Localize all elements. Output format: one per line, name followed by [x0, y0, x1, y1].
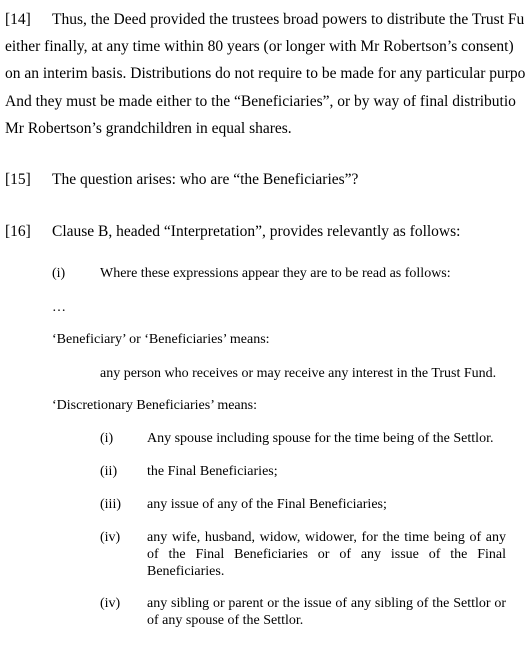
para-14-line-5: Mr Robertson’s grandchildren in equal shares. [5, 120, 292, 137]
para-14-number: [14] [5, 11, 31, 28]
sub-item-number: (ii) [100, 464, 118, 479]
para-15-number: [15] [5, 171, 31, 188]
sub-item-number: (iv) [100, 530, 121, 545]
para-14-line-4: And they must be made either to the “Beneficiaries”, or by way of final distributio [5, 93, 516, 110]
sub-item-text: any wife, husband, widow, widower, for the time being of any of the Final Beneficiaries or of any issue of the Final Beneficiaries. [147, 530, 506, 579]
sub-item-text: Any spouse including spouse for the time being of the Settlor. [147, 431, 494, 446]
quote-ellipsis: … [52, 300, 66, 315]
para-14-line-2: either finally, at any time within 80 years (or longer with Mr Robertson’s consent) [5, 38, 514, 55]
quote-item-i-number: (i) [52, 266, 66, 281]
discretionary-heading: ‘Discretionary Beneficiaries’ means: [52, 398, 257, 413]
sub-item-number: (i) [100, 431, 114, 446]
sub-item-text: the Final Beneficiaries; [147, 464, 278, 479]
sub-item-number: (iii) [100, 497, 121, 512]
para-16-number: [16] [5, 223, 31, 240]
beneficiary-heading: ‘Beneficiary’ or ‘Beneficiaries’ means: [52, 332, 270, 347]
para-16-text: Clause B, headed “Interpretation”, provides relevantly as follows: [52, 223, 461, 240]
quote-item-i-text: Where these expressions appear they are to be read as follows: [100, 266, 451, 281]
para-14-line-3: on an interim basis. Distributions do not require to be made for any particular purpo [5, 65, 526, 82]
sub-item-text: any issue of any of the Final Beneficiaries; [147, 497, 387, 512]
beneficiary-definition: any person who receives or may receive any interest in the Trust Fund. [100, 366, 497, 381]
para-15-text: The question arises: who are “the Beneficiaries”? [52, 171, 359, 188]
sub-item-number: (iv) [100, 596, 121, 611]
para-14-line-1: Thus, the Deed provided the trustees broad powers to distribute the Trust Fu [52, 11, 525, 28]
sub-item-text: any sibling or parent or the issue of any sibling of the Settlor or of any spouse of the Settlor. [147, 596, 506, 628]
